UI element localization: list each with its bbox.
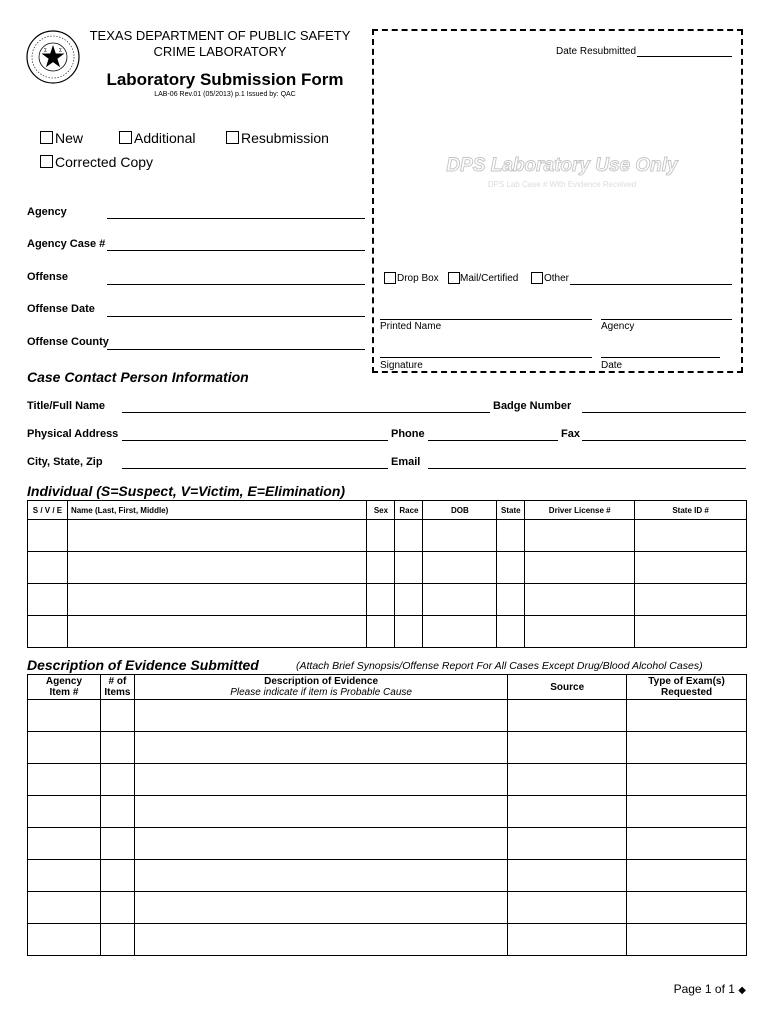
cell[interactable] xyxy=(100,828,134,860)
cell[interactable] xyxy=(134,700,507,732)
badge-number-field[interactable] xyxy=(582,412,746,413)
department-name xyxy=(80,28,360,60)
new-label: New xyxy=(55,130,84,146)
cell[interactable] xyxy=(67,584,367,616)
cell[interactable] xyxy=(367,616,395,648)
table-row xyxy=(28,616,747,648)
evidence-note: (Attach Brief Synopsis/Offense Report For All Cases Except Drug/Blood Alcohol Cases) xyxy=(296,660,703,672)
other-field[interactable] xyxy=(570,284,732,285)
email-label: Email xyxy=(391,456,421,468)
agency-case-field[interactable] xyxy=(107,250,365,251)
cell[interactable] xyxy=(635,520,747,552)
title-full-name-label: Title/Full Name xyxy=(27,400,106,412)
cell[interactable] xyxy=(627,796,747,828)
cell[interactable] xyxy=(627,732,747,764)
individual-section-title: Individual (S=Suspect, V=Victim, E=Elimination) xyxy=(27,483,346,499)
cell[interactable] xyxy=(67,520,367,552)
signature-field[interactable] xyxy=(380,357,592,358)
svg-text:Σ: Σ xyxy=(44,48,48,54)
cell[interactable] xyxy=(423,520,497,552)
cell[interactable] xyxy=(423,584,497,616)
offense-county-field[interactable] xyxy=(107,349,365,350)
offense-date-label: Offense Date xyxy=(27,303,95,315)
cell[interactable] xyxy=(28,764,101,796)
new-checkbox[interactable] xyxy=(40,131,53,144)
cell[interactable] xyxy=(525,552,635,584)
col-driver-license: Driver License # xyxy=(525,501,635,520)
cell[interactable] xyxy=(28,892,101,924)
cell[interactable] xyxy=(28,584,68,616)
individual-header-row xyxy=(28,501,747,520)
cell[interactable] xyxy=(134,828,507,860)
email-field[interactable] xyxy=(428,468,746,469)
col-sex: Sex xyxy=(367,501,395,520)
cell[interactable] xyxy=(497,552,525,584)
col-agency-item: Agency Item # xyxy=(28,675,101,700)
physical-address-field[interactable] xyxy=(122,440,388,441)
table-row xyxy=(28,892,747,924)
drop-box-label: Drop Box xyxy=(397,273,439,284)
cell[interactable] xyxy=(28,796,101,828)
table-row xyxy=(28,732,747,764)
additional-label: Additional xyxy=(134,130,196,146)
cell[interactable] xyxy=(134,892,507,924)
agency-case-label: Agency Case # xyxy=(27,238,106,250)
cell[interactable] xyxy=(395,616,423,648)
cell[interactable] xyxy=(497,584,525,616)
drop-box-checkbox[interactable] xyxy=(384,272,396,284)
evidence-table xyxy=(27,674,747,956)
cell[interactable] xyxy=(28,552,68,584)
department-line-2: CRIME LABORATORY xyxy=(153,44,287,59)
cell[interactable] xyxy=(627,860,747,892)
printed-name-label: Printed Name xyxy=(380,321,442,332)
lab-case-number-label: DPS Lab Case # With Evidence Received xyxy=(487,180,637,189)
individual-table xyxy=(27,500,747,648)
cell[interactable] xyxy=(28,732,101,764)
mail-certified-checkbox[interactable] xyxy=(448,272,460,284)
city-state-zip-field[interactable] xyxy=(122,468,388,469)
department-line-1: TEXAS DEPARTMENT OF PUBLIC SAFETY xyxy=(89,28,351,43)
cell[interactable] xyxy=(627,924,747,956)
signature-label: Signature xyxy=(380,360,423,371)
cell[interactable] xyxy=(367,584,395,616)
cell[interactable] xyxy=(423,616,497,648)
cell[interactable] xyxy=(627,892,747,924)
additional-checkbox[interactable] xyxy=(119,131,132,144)
lab-agency-label: Agency xyxy=(601,321,635,332)
cell[interactable] xyxy=(508,828,627,860)
cell[interactable] xyxy=(100,924,134,956)
cell[interactable] xyxy=(67,552,367,584)
table-row xyxy=(28,796,747,828)
cell[interactable] xyxy=(134,732,507,764)
mail-certified-label: Mail/Certified xyxy=(460,273,519,284)
cell[interactable] xyxy=(497,616,525,648)
cell[interactable] xyxy=(100,732,134,764)
table-row xyxy=(28,700,747,732)
cell[interactable] xyxy=(525,584,635,616)
cell[interactable] xyxy=(100,892,134,924)
cell[interactable] xyxy=(508,892,627,924)
fax-field[interactable] xyxy=(582,440,746,441)
badge-number-label: Badge Number xyxy=(493,400,572,412)
evidence-header-row xyxy=(28,675,747,700)
cell[interactable] xyxy=(367,552,395,584)
table-row xyxy=(28,584,747,616)
lab-agency-field[interactable] xyxy=(601,319,732,320)
table-row xyxy=(28,860,747,892)
phone-label: Phone xyxy=(391,428,425,440)
svg-text:Σ: Σ xyxy=(59,48,63,54)
form-title: Laboratory Submission Form xyxy=(106,70,344,89)
page-number: Page 1 of 1 xyxy=(673,982,735,996)
offense-field[interactable] xyxy=(107,284,365,285)
physical-address-label: Physical Address xyxy=(27,428,119,440)
resubmission-checkbox[interactable] xyxy=(226,131,239,144)
dps-seal xyxy=(26,30,80,84)
col-exam-type: Type of Exam(s) Requested xyxy=(627,675,747,700)
agency-label: Agency xyxy=(27,206,67,218)
cell[interactable] xyxy=(28,520,68,552)
cell[interactable] xyxy=(134,764,507,796)
cell[interactable] xyxy=(395,520,423,552)
table-row xyxy=(28,552,747,584)
city-state-zip-label: City, State, Zip xyxy=(27,456,103,468)
form-code: LAB-06 Rev.01 (05/2013) p.1 Issued by: QAC xyxy=(154,91,296,98)
resubmission-label: Resubmission xyxy=(241,130,329,146)
cell[interactable] xyxy=(100,764,134,796)
cell[interactable] xyxy=(635,552,747,584)
cell[interactable] xyxy=(508,796,627,828)
cell[interactable] xyxy=(497,520,525,552)
cell[interactable] xyxy=(635,616,747,648)
diamond-icon: ◆ xyxy=(738,985,746,996)
cell[interactable] xyxy=(28,828,101,860)
cell[interactable] xyxy=(28,700,101,732)
cell[interactable] xyxy=(100,796,134,828)
table-row xyxy=(28,828,747,860)
col-svе: S / V / E xyxy=(28,501,68,520)
case-contact-section-title: Case Contact Person Information xyxy=(27,369,249,385)
date-resubmitted-field[interactable] xyxy=(637,56,732,57)
cell[interactable] xyxy=(508,700,627,732)
cell[interactable] xyxy=(28,924,101,956)
cell[interactable] xyxy=(508,924,627,956)
cell[interactable] xyxy=(100,700,134,732)
table-row xyxy=(28,924,747,956)
cell[interactable] xyxy=(367,520,395,552)
title-full-name-field[interactable] xyxy=(122,412,490,413)
col-name: Name (Last, First, Middle) xyxy=(67,501,367,520)
cell[interactable] xyxy=(627,700,747,732)
evidence-section-title: Description of Evidence Submitted xyxy=(27,657,259,673)
date-resubmitted-label: Date Resubmitted xyxy=(556,46,637,57)
cell[interactable] xyxy=(525,616,635,648)
cell[interactable] xyxy=(28,616,68,648)
cell[interactable] xyxy=(28,860,101,892)
lab-date-label: Date xyxy=(601,360,623,371)
cell[interactable] xyxy=(508,764,627,796)
col-dob: DOB xyxy=(423,501,497,520)
col-state-id: State ID # xyxy=(635,501,747,520)
cell[interactable] xyxy=(395,584,423,616)
cell[interactable] xyxy=(100,860,134,892)
page-indicator xyxy=(640,982,746,996)
lab-date-field[interactable] xyxy=(601,357,720,358)
corrected-copy-checkbox[interactable] xyxy=(40,155,53,168)
cell[interactable] xyxy=(627,828,747,860)
dps-seal-icon xyxy=(26,30,80,84)
printed-name-field[interactable] xyxy=(380,319,592,320)
corrected-copy-label: Corrected Copy xyxy=(55,154,154,170)
cell[interactable] xyxy=(627,764,747,796)
col-num-items: # of Items xyxy=(100,675,134,700)
col-race: Race xyxy=(395,501,423,520)
offense-label: Offense xyxy=(27,271,68,283)
cell[interactable] xyxy=(134,796,507,828)
cell[interactable] xyxy=(134,924,507,956)
cell[interactable] xyxy=(508,732,627,764)
offense-date-field[interactable] xyxy=(107,316,365,317)
cell[interactable] xyxy=(508,860,627,892)
table-row xyxy=(28,520,747,552)
cell[interactable] xyxy=(525,520,635,552)
offense-county-label: Offense County xyxy=(27,336,109,348)
other-label: Other xyxy=(544,273,570,284)
agency-field[interactable] xyxy=(107,218,365,219)
col-source: Source xyxy=(508,675,627,700)
lab-use-only-title: DPS Laboratory Use Only xyxy=(446,155,678,176)
col-description: Description of Evidence Please indicate if item is Probable Cause xyxy=(134,675,507,700)
cell[interactable] xyxy=(423,552,497,584)
cell[interactable] xyxy=(395,552,423,584)
table-row xyxy=(28,764,747,796)
other-checkbox[interactable] xyxy=(531,272,543,284)
phone-field[interactable] xyxy=(428,440,558,441)
cell[interactable] xyxy=(134,860,507,892)
col-state: State xyxy=(497,501,525,520)
fax-label: Fax xyxy=(561,428,580,440)
cell[interactable] xyxy=(635,584,747,616)
cell[interactable] xyxy=(67,616,367,648)
